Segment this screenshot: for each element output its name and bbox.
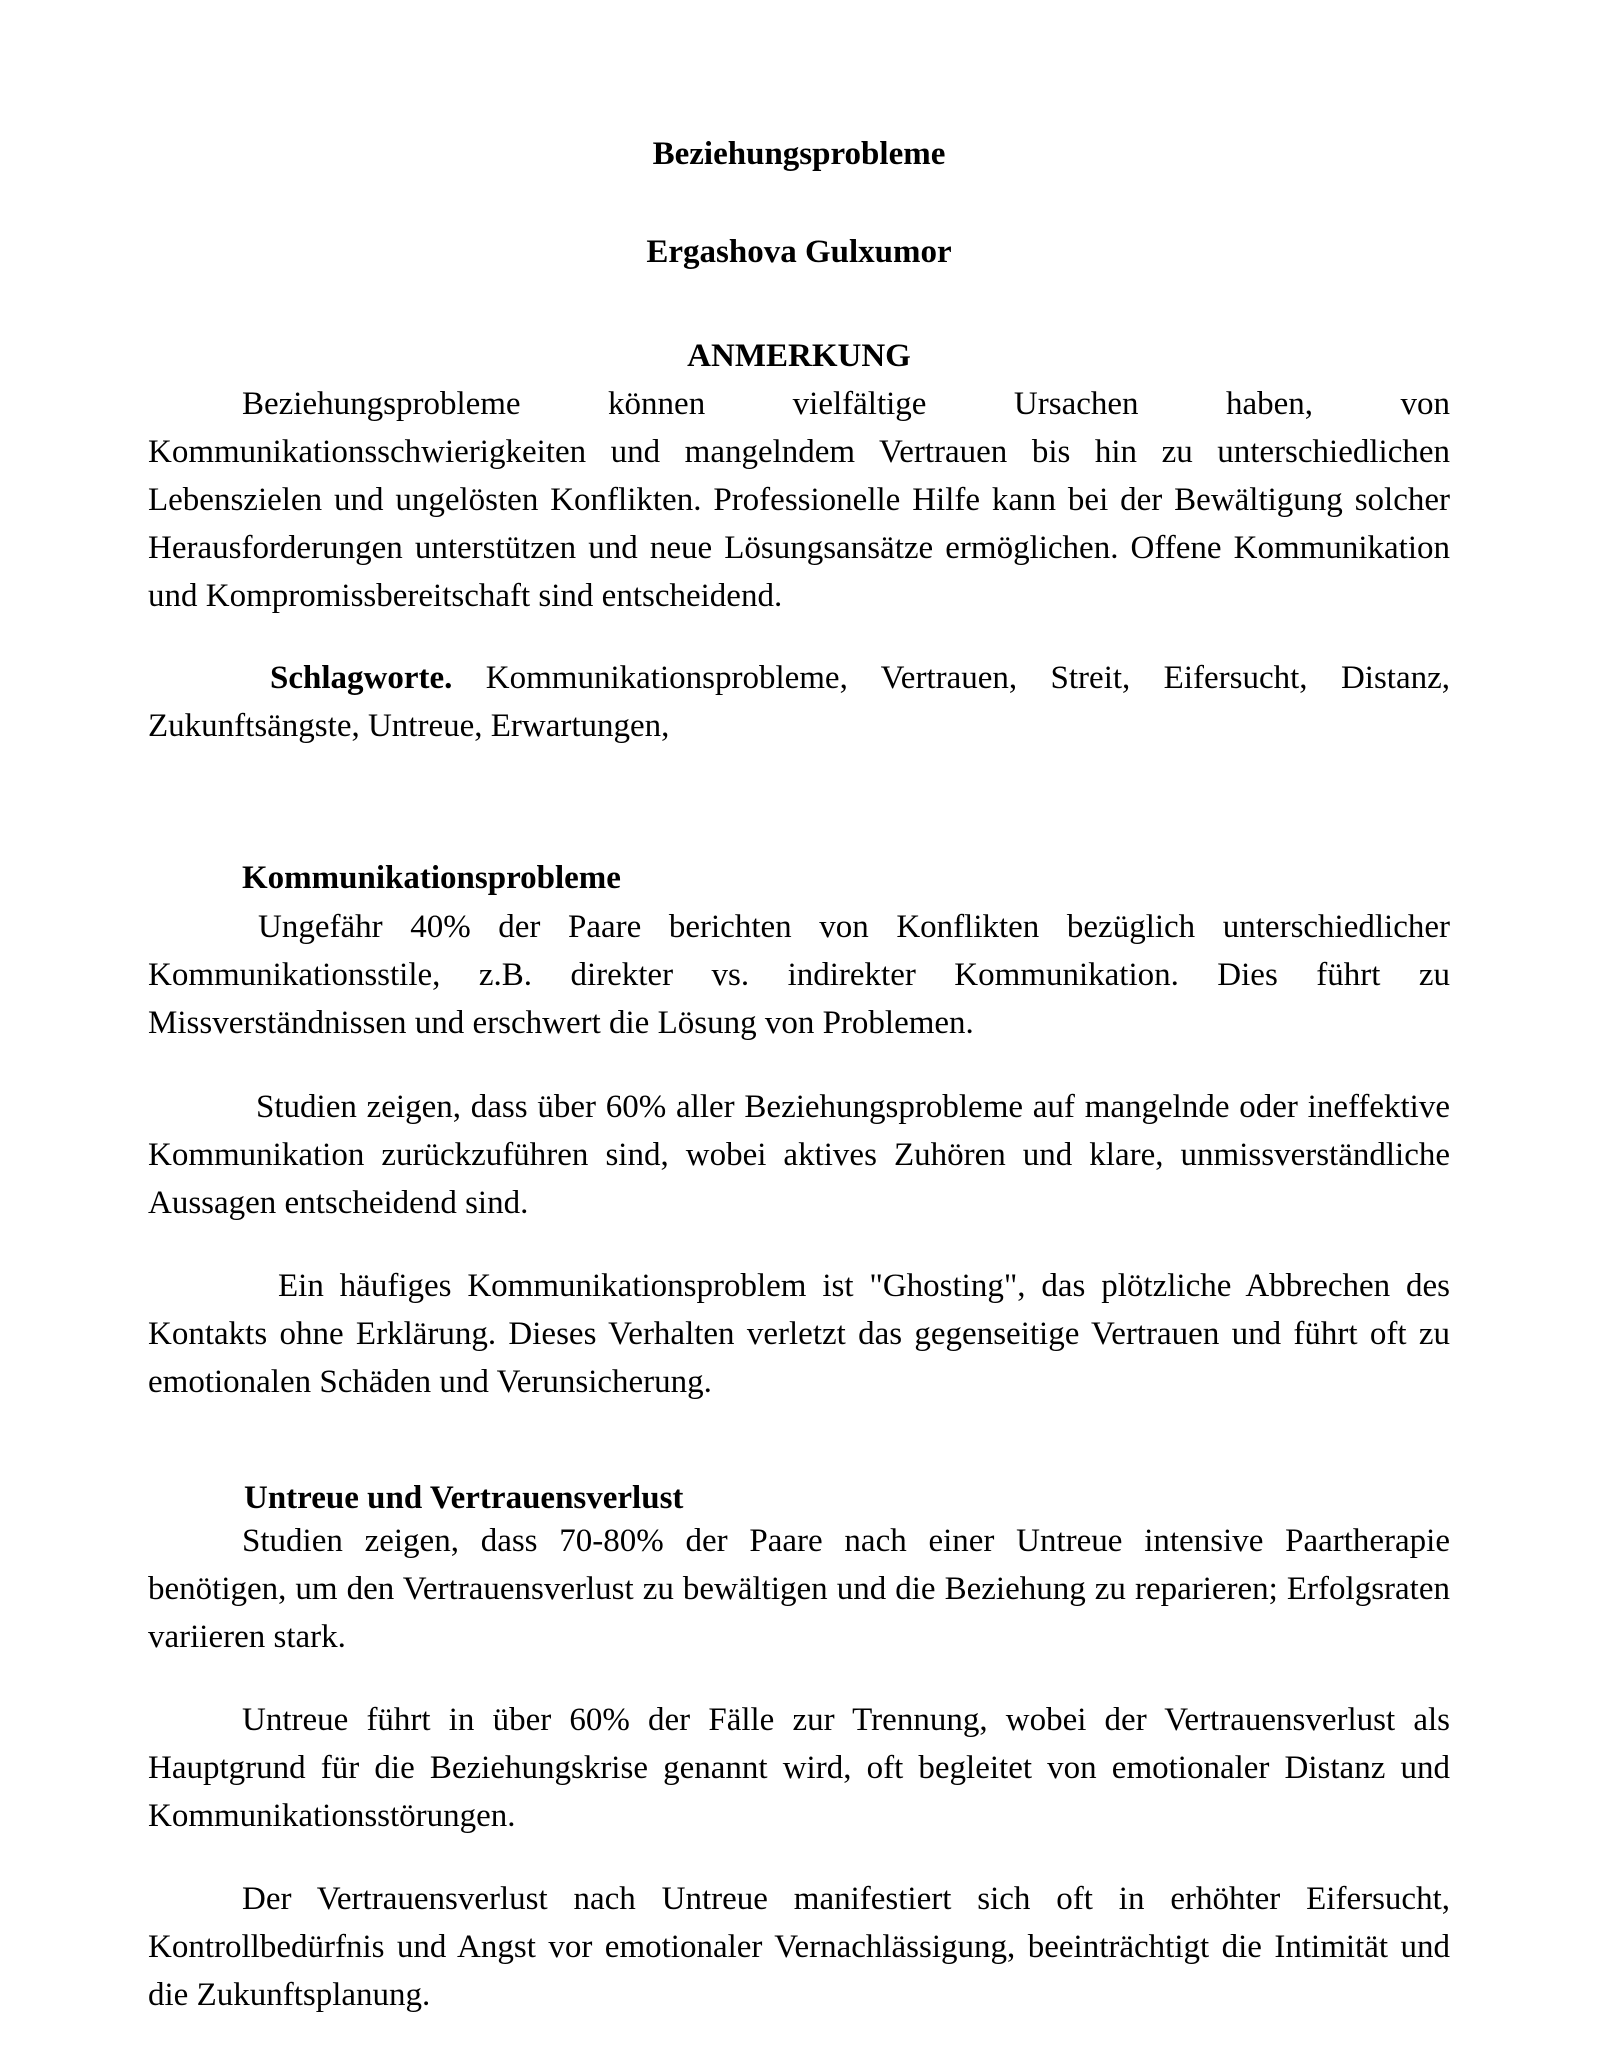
section-2-paragraph-1: Studien zeigen, dass 70-80% der Paare nach einer Untreue intensive Paartherapie benötigen, um den Vertrauensverlust zu bewältigen und die Beziehung zu reparieren; Erfolgsraten variieren stark. — [148, 1523, 1450, 1655]
abstract-heading: ANMERKUNG — [687, 338, 911, 374]
document-title: Beziehungsprobleme — [652, 136, 946, 172]
section-heading-infidelity: Untreue und Vertrauensverlust — [244, 1480, 684, 1516]
author-name: Ergashova Gulxumor — [646, 234, 952, 270]
section-1-paragraph-1: Ungefähr 40% der Paare berichten von Konflikten bezüglich unterschiedlicher Kommunikationsstile, z.B. direkter vs. indirekter Kommunikation. Dies führt zu Missverständnissen und erschwert die Lösung von Problemen. — [148, 909, 1450, 1041]
section-1-paragraph-3: Ein häufiges Kommunikationsproblem ist "Ghosting", das plötzliche Abbrechen des Kontakts ohne Erklärung. Dieses Verhalten verletzt das gegenseitige Vertrauen und führt oft zu emotionalen Schäden und Verunsicherung. — [148, 1268, 1450, 1400]
section-heading-communication: Kommunikationsprobleme — [242, 860, 621, 896]
section-2-paragraph-3: Der Vertrauensverlust nach Untreue manifestiert sich oft in erhöhter Eifersucht, Kontrollbedürfnis und Angst vor emotionaler Vernachlässigung, beeinträchtigt die Intimität und die Zukunftsplanung. — [148, 1881, 1450, 2013]
abstract-text: Beziehungsprobleme können vielfältige Ursachen haben, von Kommunikationsschwierigkeiten und mangelndem Vertrauen bis hin zu unterschiedlichen Lebenszielen und ungelösten Konflikten. Professionelle Hilfe kann bei der Bewältigung solcher Herausforderungen unterstützen und neue Lösungsansätze ermöglichen. Offene Kommunikation und Kompromissbereitschaft sind entscheidend. — [148, 386, 1450, 614]
keywords-list: Kommunikationsprobleme, Vertrauen, Streit, Eifersucht, Distanz, Zukunftsängste, Untreue, Erwartungen, — [148, 660, 1450, 744]
section-1-paragraph-2: Studien zeigen, dass über 60% aller Beziehungsprobleme auf mangelnde oder ineffektive Kommunikation zurückzuführen sind, wobei aktives Zuhören und klare, unmissverständliche Aussagen entscheidend sind. — [148, 1089, 1450, 1221]
keywords-label: Schlagworte. — [270, 660, 453, 696]
section-2-paragraph-2: Untreue führt in über 60% der Fälle zur Trennung, wobei der Vertrauensverlust als Hauptgrund für die Beziehungskrise genannt wird, oft begleitet von emotionaler Distanz und Kommunikationsstörungen. — [148, 1702, 1450, 1834]
keywords — [148, 654, 1450, 750]
